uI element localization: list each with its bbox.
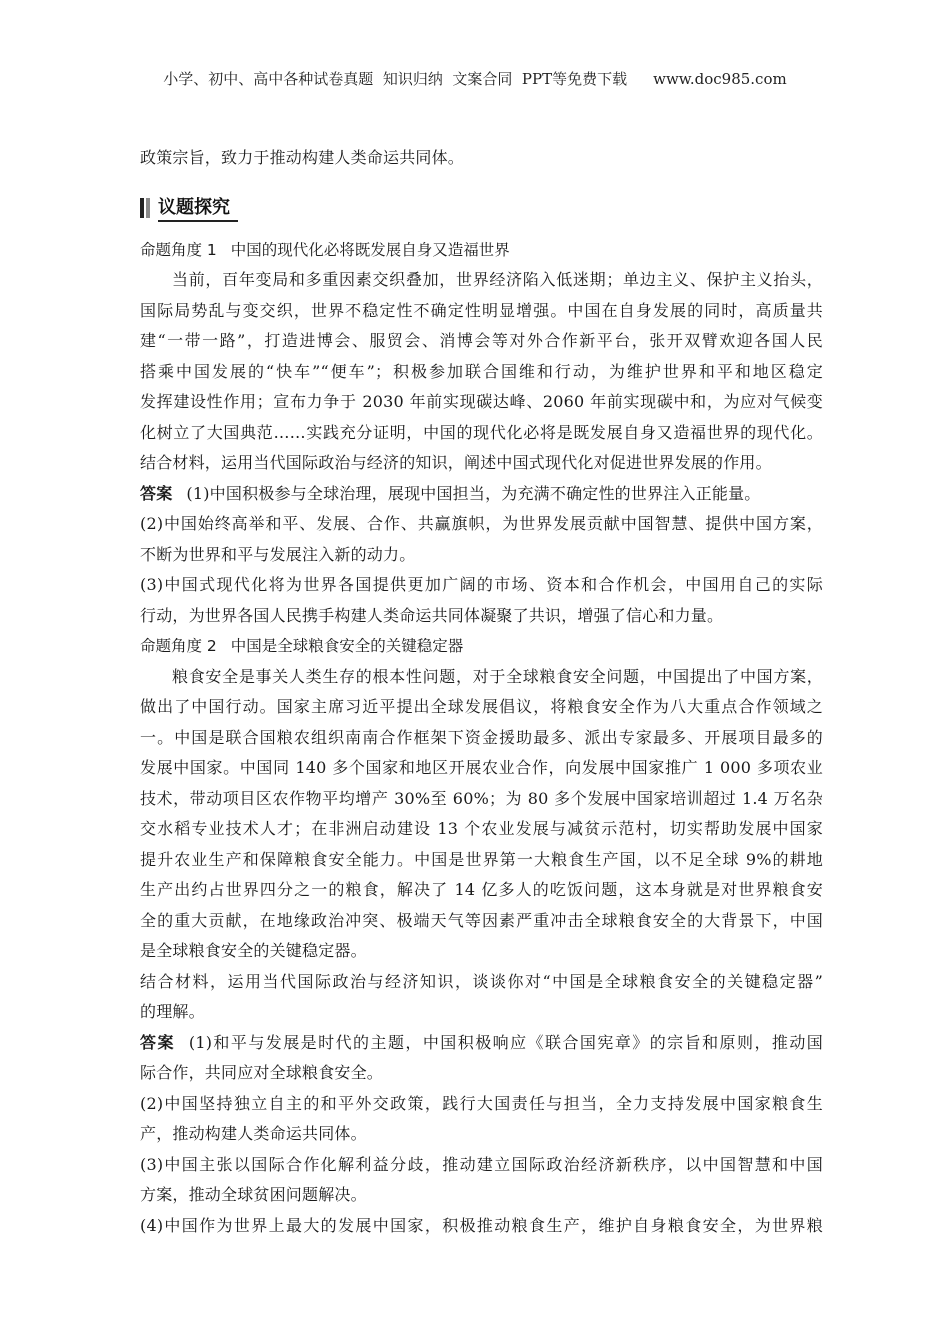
answer-line: (3)中国式现代化将为世界各国提供更加广阔的市场、资本和合作机会，中国用自己的实际 [140,575,823,594]
answer-line: 方案，推动全球贫困问题解决。 [140,1185,367,1204]
paragraph-line: 建“一带一路”，打造进博会、服贸会、消博会等对外合作新平台，张开双臂欢迎各国人民 [140,331,823,350]
paragraph-line: 技术，带动项目区农作物平均增产 30%至 60%；为 80 多个发展中国家培训超过 1.4 万名杂 [140,788,823,808]
paragraph-line: 交水稻专业技术人才；在非洲启动建设 13 个农业发展与减贫示范村，切实帮助发展中国家 [140,819,823,838]
answer-line: 际合作，共同应对全球粮食安全。 [140,1063,384,1082]
header-text: 小学、初中、高中各种试卷真题 知识归纳 文案合同 PPT等免费下载 [163,70,628,88]
paragraph-line: 粮食安全是事关人类生存的根本性问题，对于全球粮食安全问题，中国提出了中国方案， [172,666,823,686]
topic1-answer [140,509,823,631]
answer-line: (2)中国坚持独立自主的和平外交政策，践行大国责任与担当，全力支持发展中国家粮食生 [140,1093,823,1113]
answer-label: 答案 [140,483,173,503]
topic1-tag: 命题角度 1 [140,240,217,259]
document-body [140,143,823,1241]
question-line: 结合材料，运用当代国际政治与经济知识，谈谈你对“中国是全球粮食安全的关键稳定器” [140,971,823,991]
page-header [0,68,950,90]
paragraph-line: 当前，百年变局和多重因素交织叠加，世界经济陷入低迷期；单边主义、保护主义抬头， [172,270,823,289]
answer-line: 不断为世界和平与发展注入新的动力。 [140,544,416,564]
answer-text: (1)和平与发展是时代的主题，中国积极响应《联合国宪章》的宗旨和原则，推动国 [188,1032,823,1052]
section-marker-icon [140,198,152,218]
paragraph-line: 国际局势乱与变交织，世界不稳定性不确定性明显增强。中国在自身发展的同时，高质量共 [140,300,823,320]
paragraph-line: 提升农业生产和保障粮食安全能力。中国是世界第一大粮食生产国，以不足全球 9%的耕地 [140,849,823,869]
intro-line: 政策宗旨，致力于推动构建人类命运共同体。 [140,148,465,167]
topic2-answer-first [140,1028,823,1059]
answer-line: (3)中国主张以国际合作化解利益分歧，推动建立国际政治经济新秩序，以中国智慧和中国 [140,1154,823,1174]
answer-line: 行动，为世界各国人民携手构建人类命运共同体凝聚了共识，增强了信心和力量。 [140,605,724,625]
paragraph-line: 搭乘中国发展的“快车”“便车”；积极参加联合国维和行动，为维护世界和平和地区稳定 [140,361,823,381]
paragraph-line: 发挥建设性作用；宣布力争于 2030 年前实现碳达峰、2060 年前实现碳中和，为应对气候变 [140,392,823,411]
topic1-answer-first [140,479,823,510]
section-heading [140,191,823,225]
answer-line: 产，推动构建人类命运共同体。 [140,1124,367,1143]
topic2-heading [140,631,823,662]
topic2-question [140,967,823,1028]
answer-line: (4)中国作为世界上最大的发展中国家，积极推动粮食生产，维护自身粮食安全，为世界粮 [140,1215,823,1235]
paragraph-line: 生产出约占世界四分之一的粮食，解决了 14 亿多人的吃饭问题，这本身就是对世界粮食安 [140,880,823,899]
paragraph-line: 是全球粮食安全的关键稳定器。 [140,941,367,960]
answer-label: 答案 [140,1032,175,1052]
topic1-question: 结合材料，运用当代国际政治与经济的知识，阐述中国式现代化对促进世界发展的作用。 [140,453,772,472]
header-url[interactable]: www.doc985.com [653,70,787,88]
section-title: 议题探究 [158,193,238,222]
paragraph-line: 全的重大贡献，在地缘政治冲突、极端天气等因素严重冲击全球粮食安全的大背景下，中国 [140,910,823,930]
answer-line: (2)中国始终高举和平、发展、合作、共赢旗帜，为世界发展贡献中国智慧、提供中国方案， [140,514,823,533]
question-line: 的理解。 [140,1002,205,1021]
topic1-material [140,265,823,448]
paragraph-line: 发展中国家。中国同 140 多个国家和地区开展农业合作，向发展中国家推广 1 000 多项农业 [140,758,823,777]
topic2-material [140,662,823,967]
topic1-title: 中国的现代化必将既发展自身又造福世界 [230,240,510,259]
paragraph-line: 做出了中国行动。国家主席习近平提出全球发展倡议，将粮食安全作为八大重点合作领域之 [140,697,823,716]
topic2-answer [140,1058,823,1241]
answer-text: (1)中国积极参与全球治理，展现中国担当，为充满不确定性的世界注入正能量。 [186,483,761,503]
paragraph-line: 化树立了大国典范……实践充分证明，中国的现代化必将是既发展自身又造福世界的现代化。 [140,422,823,442]
topic1-heading [140,235,823,266]
topic2-tag: 命题角度 2 [140,637,217,655]
topic2-title: 中国是全球粮食安全的关键稳定器 [230,637,464,655]
paragraph-line: 一。中国是联合国粮农组织南南合作框架下资金援助最多、派出专家最多、开展项目最多的 [140,727,823,747]
